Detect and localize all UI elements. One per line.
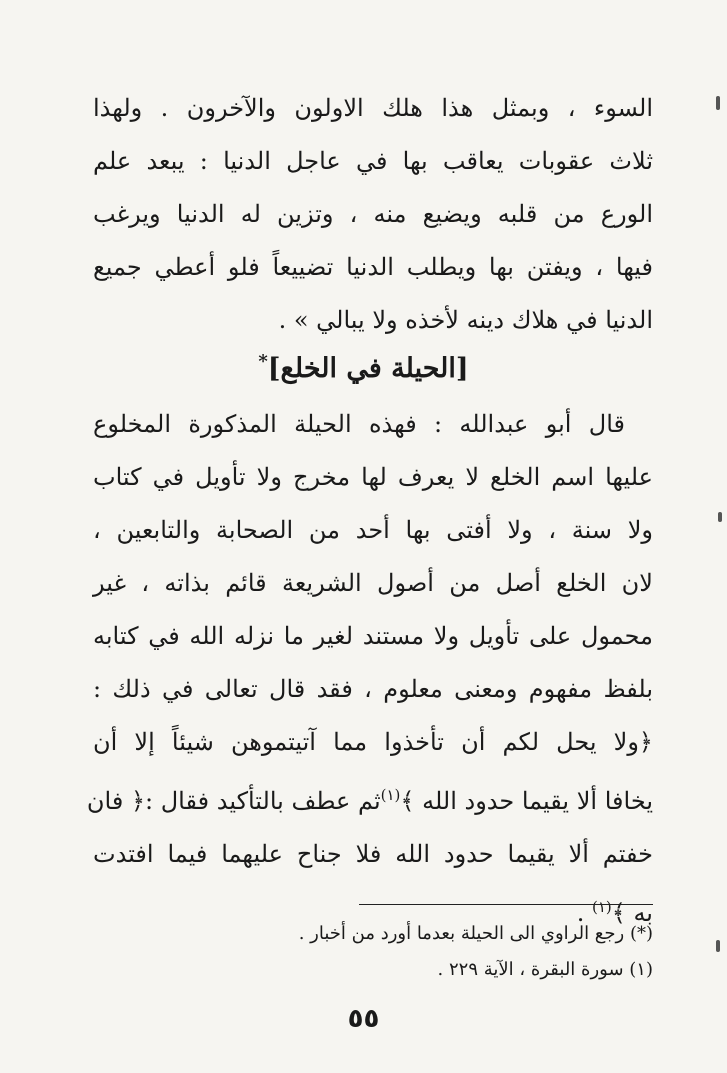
margin-speck [716,940,720,952]
section-heading [0,340,727,391]
end-punctuation: . [576,899,585,927]
footnote-text: سورة البقرة ، الآية ٢٢٩ . [437,959,624,980]
text-line: السوء ، وبمثل هذا هلك الاولون والآخرون . ولهذا [93,94,653,122]
heading-marker: * [258,351,268,372]
text-line: ثلاث عقوبات يعاقب بها في عاجل الدنيا : يبعد علم [93,147,653,175]
page-number: ٥٥ [347,1004,380,1034]
text-line: ولا سنة ، ولا أفتى بها أحد من الصحابة والتابعين ، [93,516,653,544]
quote-continuation: ثم عطف بالتأكيد فقال :﴿ فان [86,787,381,815]
text-line: عليها اسم الخلع لا يعرف لها مخرج ولا تأويل في كتاب [93,463,653,491]
text-line: قال أبو عبدالله : فهذه الحيلة المذكورة المخلوع [93,410,625,438]
text-line: فيها ، ويفتن بها ويطلب الدنيا تضييعاً فلو أعطي جميع [93,253,654,281]
margin-speck [716,96,720,110]
text-line: ﴿ولا يحل لكم أن تأخذوا مما آتيتموهن شيئاً إلا أن [93,728,653,756]
text-line: الورع من قلبه ويضيع منه ، وتزين له الدنيا ويرغب [93,200,653,228]
text-line: الدنيا في هلاك دينه لأخذه ولا يبالي » . [278,306,653,334]
text-line-with-ref [86,769,653,828]
footnotes [93,916,653,988]
quote-part: يخافا ألا يقيما حدود الله ﴾ [400,787,653,815]
paragraph-1 [93,82,653,347]
margin-speck [718,512,722,522]
text-line: بلفظ مفهوم ومعنى معلوم ، فقد قال تعالى في ذلك : [93,675,653,703]
heading-text: [الحيلة في الخلع] [267,353,469,384]
footnote-ref: (١) [591,898,612,916]
footnote-text: رجع الراوي الى الحيلة بعدما أورد من أخبار . [298,923,625,944]
footnote-ref: (١) [380,786,401,804]
text-line: محمول على تأويل ولا مستند لغير ما نزله الله في كتابه [93,622,653,650]
quote-end: به ﴾ [611,899,653,927]
footnote-marker: (١) [629,959,653,980]
footnote-marker: (*) [629,923,653,944]
text-line: لان الخلع أصل من أصول الشريعة قائم بذاته ، غير [93,569,653,597]
footnote-item [93,916,653,952]
footnote-divider [359,904,653,905]
footnote-item [93,952,653,988]
paragraph-2 [86,398,653,940]
text-line: خفتم ألا يقيما حدود الله فلا جناح عليهما فيما افتدت [93,840,653,868]
